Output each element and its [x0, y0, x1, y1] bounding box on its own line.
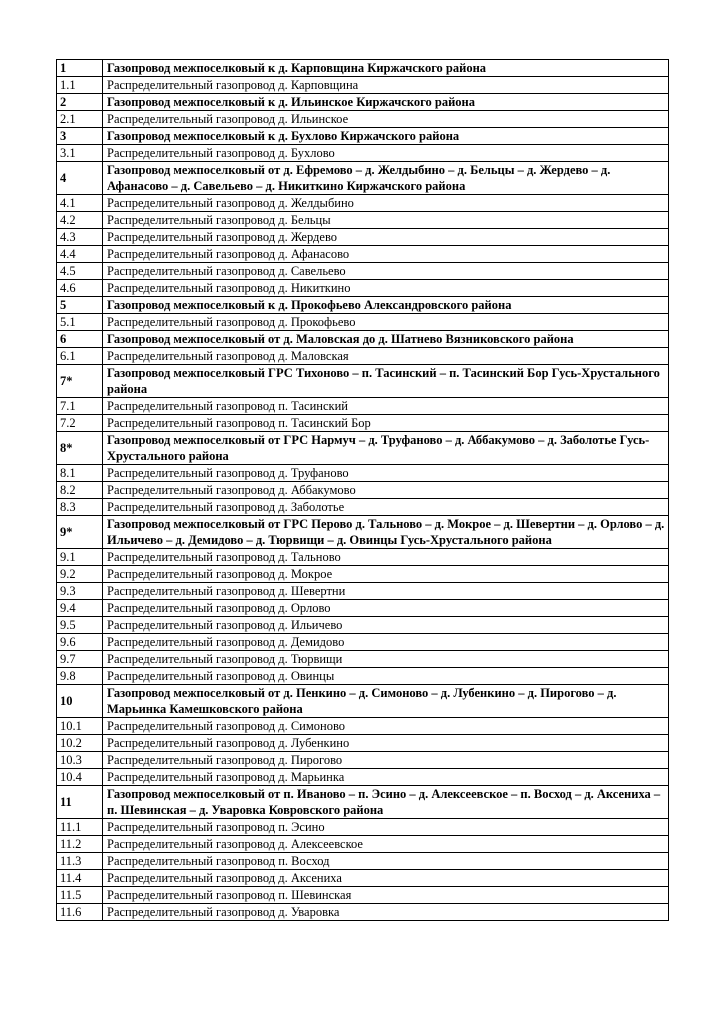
- pipeline-row: [57, 365, 669, 398]
- row-description: Распределительный газопровод п. Тасинский Бор: [103, 415, 669, 432]
- row-number: 9.8: [57, 668, 103, 685]
- distribution-row: [57, 145, 669, 162]
- row-description: Распределительный газопровод д. Симоново: [103, 718, 669, 735]
- row-number: 11.5: [57, 887, 103, 904]
- row-description: Распределительный газопровод д. Пирогово: [103, 752, 669, 769]
- row-number: 4: [57, 162, 103, 195]
- row-number: 10: [57, 685, 103, 718]
- pipeline-row: [57, 162, 669, 195]
- row-number: 4.5: [57, 263, 103, 280]
- row-description: Распределительный газопровод п. Шевинская: [103, 887, 669, 904]
- table-body: [57, 60, 669, 921]
- row-description: Распределительный газопровод д. Прокофьево: [103, 314, 669, 331]
- row-description: Распределительный газопровод д. Желдыбино: [103, 195, 669, 212]
- distribution-row: [57, 836, 669, 853]
- row-number: 2: [57, 94, 103, 111]
- row-number: 9.3: [57, 583, 103, 600]
- distribution-row: [57, 482, 669, 499]
- row-number: 6.1: [57, 348, 103, 365]
- row-description: Распределительный газопровод д. Алексеевское: [103, 836, 669, 853]
- distribution-row: [57, 651, 669, 668]
- row-number: 8.1: [57, 465, 103, 482]
- row-number: 11.4: [57, 870, 103, 887]
- row-number: 7.2: [57, 415, 103, 432]
- row-number: 5.1: [57, 314, 103, 331]
- row-description: Распределительный газопровод д. Заболотье: [103, 499, 669, 516]
- row-number: 1.1: [57, 77, 103, 94]
- row-description: Распределительный газопровод д. Тальново: [103, 549, 669, 566]
- row-description: Распределительный газопровод д. Овинцы: [103, 668, 669, 685]
- row-description: Распределительный газопровод д. Уваровка: [103, 904, 669, 921]
- distribution-row: [57, 735, 669, 752]
- distribution-row: [57, 246, 669, 263]
- row-description: Газопровод межпоселковый к д. Прокофьево Александровского района: [103, 297, 669, 314]
- row-number: 6: [57, 331, 103, 348]
- row-number: 5: [57, 297, 103, 314]
- row-description: Распределительный газопровод д. Аббакумово: [103, 482, 669, 499]
- pipeline-row: [57, 516, 669, 549]
- row-description: Распределительный газопровод д. Шевертни: [103, 583, 669, 600]
- distribution-row: [57, 887, 669, 904]
- row-description: Распределительный газопровод п. Восход: [103, 853, 669, 870]
- row-description: Газопровод межпоселковый к д. Бухлово Киржачского района: [103, 128, 669, 145]
- row-number: 11.2: [57, 836, 103, 853]
- distribution-row: [57, 111, 669, 128]
- gas-pipeline-table: [56, 59, 669, 921]
- distribution-row: [57, 280, 669, 297]
- distribution-row: [57, 634, 669, 651]
- distribution-row: [57, 600, 669, 617]
- row-description: Распределительный газопровод д. Тюрвищи: [103, 651, 669, 668]
- pipeline-row: [57, 685, 669, 718]
- row-description: Распределительный газопровод д. Афанасово: [103, 246, 669, 263]
- pipeline-row: [57, 128, 669, 145]
- distribution-row: [57, 398, 669, 415]
- pipeline-row: [57, 432, 669, 465]
- row-description: Газопровод межпоселковый от д. Пенкино – д. Симоново – д. Лубенкино – д. Пирогово – д. Марьинка Камешковского района: [103, 685, 669, 718]
- row-number: 10.1: [57, 718, 103, 735]
- pipeline-row: [57, 331, 669, 348]
- row-number: 11: [57, 786, 103, 819]
- row-number: 9*: [57, 516, 103, 549]
- row-number: 3.1: [57, 145, 103, 162]
- row-number: 8.2: [57, 482, 103, 499]
- distribution-row: [57, 415, 669, 432]
- row-number: 2.1: [57, 111, 103, 128]
- distribution-row: [57, 819, 669, 836]
- row-description: Распределительный газопровод д. Марьинка: [103, 769, 669, 786]
- row-number: 4.2: [57, 212, 103, 229]
- row-description: Распределительный газопровод д. Никиткино: [103, 280, 669, 297]
- row-description: Газопровод межпоселковый ГРС Тихоново – п. Тасинский – п. Тасинский Бор Гусь-Хрустального района: [103, 365, 669, 398]
- row-number: 9.7: [57, 651, 103, 668]
- distribution-row: [57, 870, 669, 887]
- distribution-row: [57, 853, 669, 870]
- distribution-row: [57, 583, 669, 600]
- row-number: 9.6: [57, 634, 103, 651]
- row-description: Распределительный газопровод д. Бельцы: [103, 212, 669, 229]
- distribution-row: [57, 229, 669, 246]
- row-number: 11.3: [57, 853, 103, 870]
- row-description: Распределительный газопровод д. Лубенкино: [103, 735, 669, 752]
- distribution-row: [57, 752, 669, 769]
- row-number: 10.3: [57, 752, 103, 769]
- row-number: 10.2: [57, 735, 103, 752]
- distribution-row: [57, 77, 669, 94]
- row-description: Распределительный газопровод д. Маловская: [103, 348, 669, 365]
- distribution-row: [57, 904, 669, 921]
- row-number: 4.1: [57, 195, 103, 212]
- row-number: 3: [57, 128, 103, 145]
- row-description: Газопровод межпоселковый от ГРС Нармуч – д. Труфаново – д. Аббакумово – д. Заболотье Гусь-Хрустального района: [103, 432, 669, 465]
- row-description: Газопровод межпоселковый от ГРС Перово д. Тальново – д. Мокрое – д. Шевертни – д. Орлово – д. Ильичево – д. Демидово – д. Тюрвищи – д. Овинцы Гусь-Хрустального района: [103, 516, 669, 549]
- row-description: Распределительный газопровод д. Демидово: [103, 634, 669, 651]
- row-number: 10.4: [57, 769, 103, 786]
- row-description: Газопровод межпоселковый к д. Ильинское Киржачского района: [103, 94, 669, 111]
- distribution-row: [57, 195, 669, 212]
- row-number: 9.1: [57, 549, 103, 566]
- row-description: Газопровод межпоселковый от д. Маловская до д. Шатнево Вязниковского района: [103, 331, 669, 348]
- row-description: Распределительный газопровод д. Орлово: [103, 600, 669, 617]
- row-description: Распределительный газопровод д. Карповщина: [103, 77, 669, 94]
- row-number: 9.5: [57, 617, 103, 634]
- pipeline-row: [57, 94, 669, 111]
- row-number: 4.4: [57, 246, 103, 263]
- row-number: 11.6: [57, 904, 103, 921]
- row-number: 4.6: [57, 280, 103, 297]
- row-number: 9.2: [57, 566, 103, 583]
- distribution-row: [57, 314, 669, 331]
- distribution-row: [57, 769, 669, 786]
- row-description: Распределительный газопровод д. Ильичево: [103, 617, 669, 634]
- row-description: Распределительный газопровод п. Эсино: [103, 819, 669, 836]
- distribution-row: [57, 617, 669, 634]
- row-description: Распределительный газопровод д. Мокрое: [103, 566, 669, 583]
- row-description: Распределительный газопровод д. Бухлово: [103, 145, 669, 162]
- row-description: Распределительный газопровод д. Труфаново: [103, 465, 669, 482]
- distribution-row: [57, 348, 669, 365]
- row-number: 7.1: [57, 398, 103, 415]
- pipeline-row: [57, 786, 669, 819]
- row-description: Распределительный газопровод д. Савельево: [103, 263, 669, 280]
- row-description: Распределительный газопровод п. Тасинский: [103, 398, 669, 415]
- distribution-row: [57, 549, 669, 566]
- distribution-row: [57, 718, 669, 735]
- pipeline-row: [57, 297, 669, 314]
- row-number: 7*: [57, 365, 103, 398]
- distribution-row: [57, 499, 669, 516]
- row-description: Газопровод межпоселковый к д. Карповщина Киржачского района: [103, 60, 669, 77]
- row-description: Распределительный газопровод д. Жердево: [103, 229, 669, 246]
- row-number: 8*: [57, 432, 103, 465]
- row-description: Распределительный газопровод д. Ильинское: [103, 111, 669, 128]
- row-description: Газопровод межпоселковый от п. Иваново – п. Эсино – д. Алексеевское – п. Восход – д. Аксениха – п. Шевинская – д. Уваровка Ковровского района: [103, 786, 669, 819]
- row-number: 4.3: [57, 229, 103, 246]
- row-number: 8.3: [57, 499, 103, 516]
- distribution-row: [57, 465, 669, 482]
- distribution-row: [57, 212, 669, 229]
- row-number: 9.4: [57, 600, 103, 617]
- row-number: 1: [57, 60, 103, 77]
- distribution-row: [57, 668, 669, 685]
- row-number: 11.1: [57, 819, 103, 836]
- row-description: Газопровод межпоселковый от д. Ефремово – д. Желдыбино – д. Бельцы – д. Жердево – д. Афанасово – д. Савельево – д. Никиткино Киржачского района: [103, 162, 669, 195]
- row-description: Распределительный газопровод д. Аксениха: [103, 870, 669, 887]
- pipeline-row: [57, 60, 669, 77]
- distribution-row: [57, 566, 669, 583]
- distribution-row: [57, 263, 669, 280]
